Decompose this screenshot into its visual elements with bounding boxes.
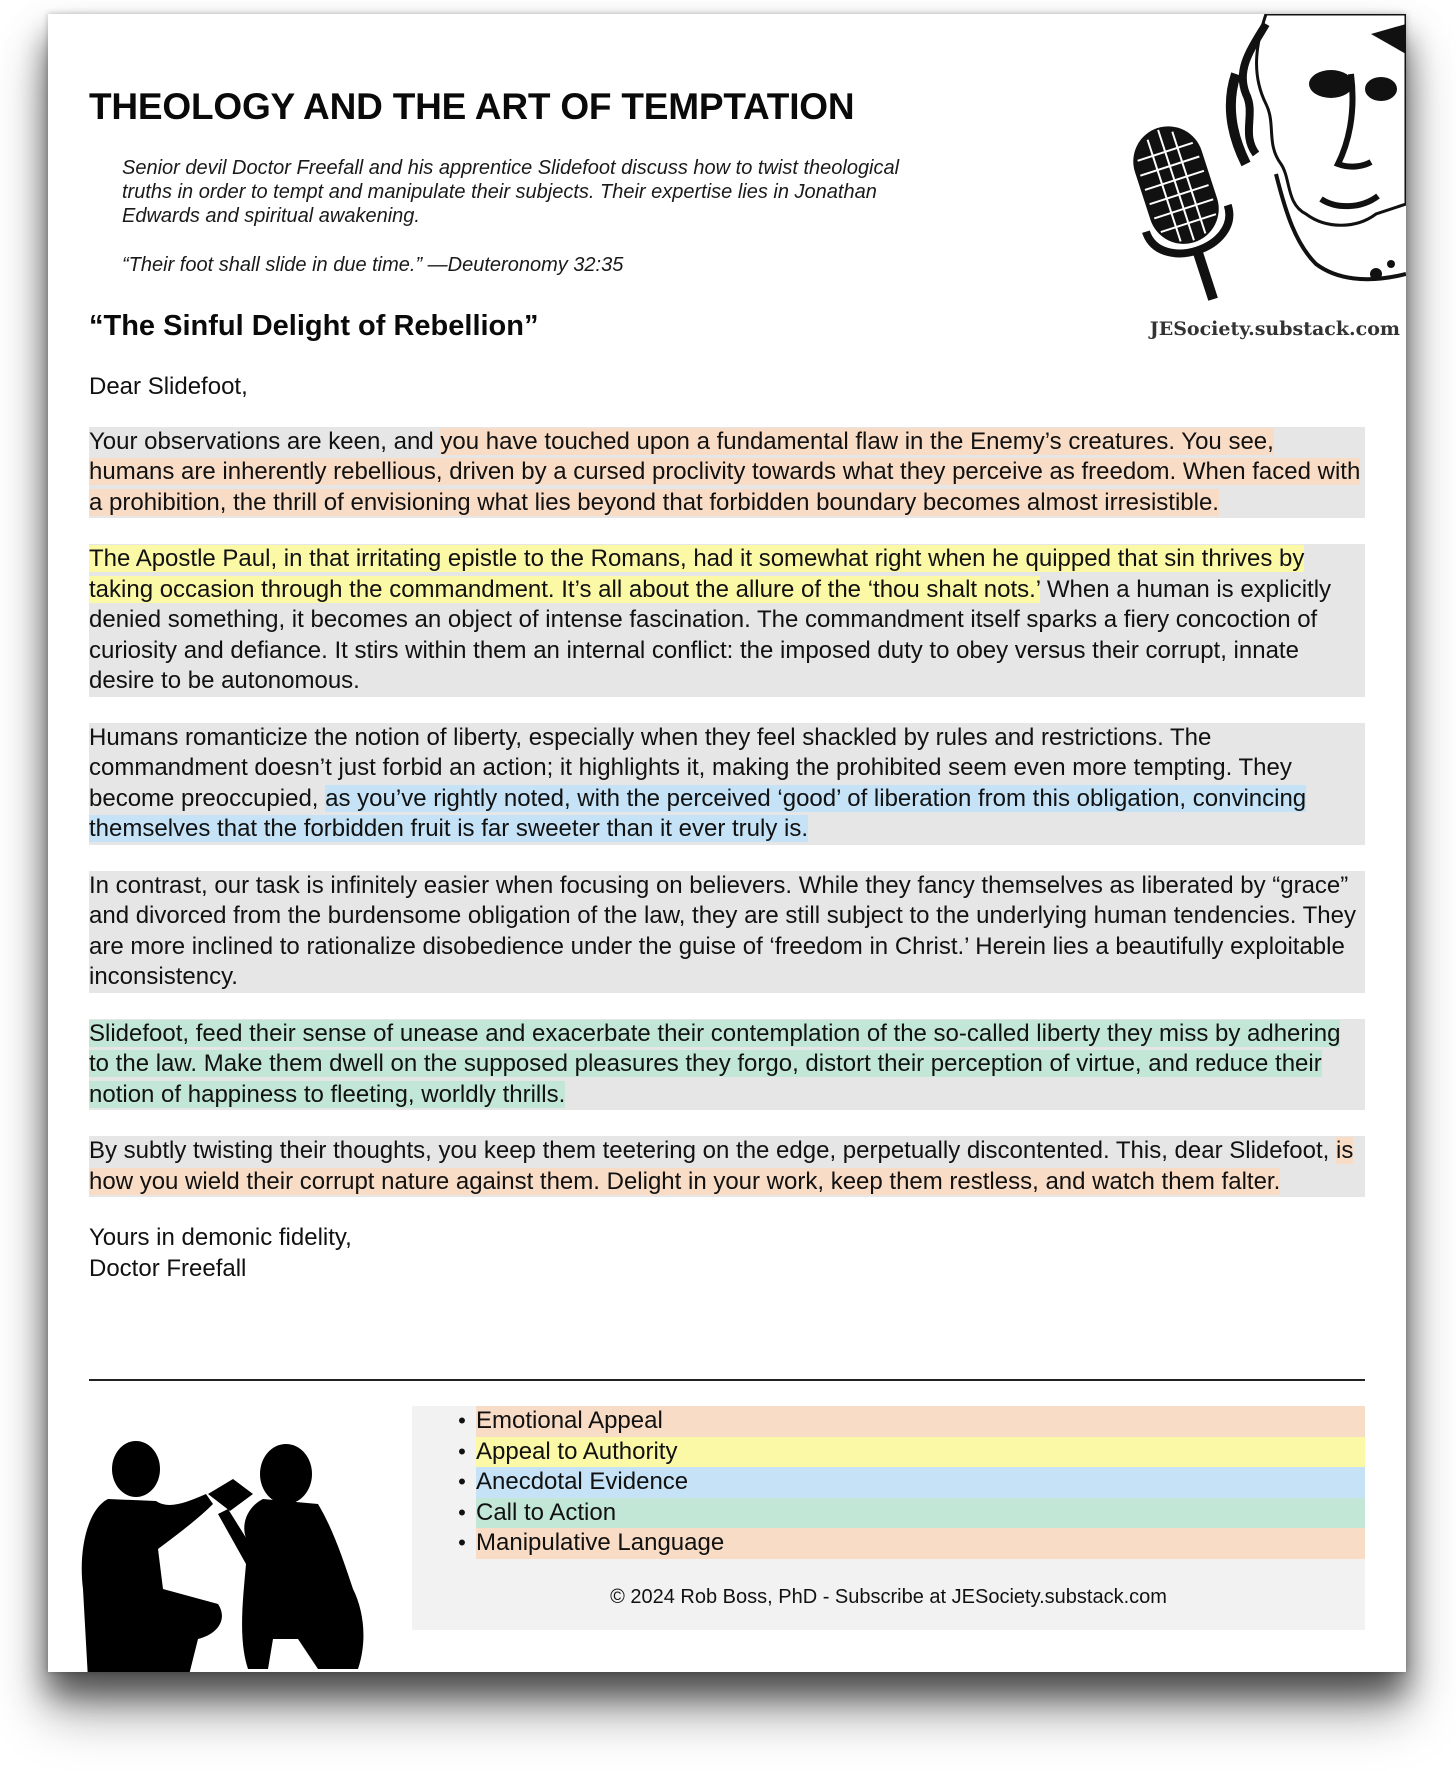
p3-anecdotal-evidence: as you’ve rightly noted, with the perceived ‘good’ of liberation from this obligation, convincing themselves that the forbidden fruit is far sweeter than it ever truly is.	[89, 784, 1307, 842]
paragraph-1	[89, 427, 1365, 519]
microphone-face-illustration-icon	[1116, 14, 1406, 334]
p5-call-to-action: Slidefoot, feed their sense of unease and exacerbate their contemplation of the so-called liberty they miss by adhering to the law. Make them dwell on the supposed pleasures they forgo, distort their perception of virtue, and reduce their notion of happiness to fleeting, worldly thrills.	[89, 1019, 1341, 1108]
legend-item	[412, 1437, 1365, 1468]
legend-label: Anecdotal Evidence	[476, 1467, 1365, 1498]
salutation: Dear Slidefoot,	[89, 373, 248, 400]
paragraph-4: In contrast, our task is infinitely easier when focusing on believers. While they fancy themselves as liberated by “grace” and divorced from the burdensome obligation of the law, they are still subject to the underlying human tendencies. They are more inclined to rationalize disobedience under the guise of ‘freedom in Christ.’ Herein lies a beautifully exploitable inconsistency.	[89, 871, 1365, 993]
signature: Doctor Freefall	[89, 1254, 247, 1282]
p2-plain: When a human is explicitly denied something, it becomes an object of intense fascination. The commandment itself sparks a fiery concoction of curiosity and defiance. It stirs within them an internal conflict: the imposed duty to obey versus their corrupt, innate desire to be autonomous.	[89, 575, 1332, 694]
legend-label: Emotional Appeal	[476, 1406, 1365, 1437]
legend-label: Appeal to Authority	[476, 1437, 1365, 1468]
brand-url: JESociety.substack.com	[1149, 318, 1400, 340]
bullet-icon: •	[458, 1499, 466, 1525]
legend-item	[412, 1498, 1365, 1529]
paragraph-3	[89, 723, 1365, 845]
paragraph-2	[89, 544, 1365, 697]
closing-line-1: Yours in demonic fidelity,	[89, 1224, 352, 1251]
p3-plain: Humans romanticize the notion of liberty, especially when they feel shackled by rules and restrictions. The commandment doesn’t just forbid an action; it highlights it, making the prohibited seem even more tempting. They become preoccupied,	[89, 723, 1292, 812]
p6-manipulative-language: is how you wield their corrupt nature against them. Delight in your work, keep them restless, and watch them falter.	[89, 1137, 1354, 1195]
scripture-quote: “Their foot shall slide in due time.” —Deuteronomy 32:35	[122, 254, 624, 276]
bullet-icon: •	[458, 1438, 466, 1464]
intro-text: Senior devil Doctor Freefall and his apprentice Slidefoot discuss how to twist theological truths in order to tempt and manipulate their subjects. Their expertise lies in Jonathan Edwards and spiritual awakening.	[122, 157, 900, 227]
paragraph-6	[89, 1136, 1365, 1197]
legend-item	[412, 1467, 1365, 1498]
divider	[89, 1379, 1365, 1381]
letter-title: “The Sinful Delight of Rebellion”	[89, 310, 539, 342]
p1-emotional-appeal: you have touched upon a fundamental flaw in the Enemy’s creatures. You see, humans are inherently rebellious, driven by a cursed proclivity towards what they perceive as freedom. When faced with a prohibition, the thrill of envisioning what lies beyond that forbidden boundary becomes almost irresistible.	[89, 427, 1361, 516]
page-title: THEOLOGY AND THE ART OF TEMPTATION	[89, 86, 855, 127]
legend-list	[412, 1406, 1365, 1559]
copyright-footer: © 2024 Rob Boss, PhD - Subscribe at JESociety.substack.com	[610, 1586, 1167, 1608]
letter-body	[89, 372, 1365, 1284]
p1-plain: Your observations are keen, and	[89, 427, 441, 455]
bullet-icon: •	[458, 1408, 466, 1433]
legend-label: Manipulative Language	[476, 1528, 1365, 1559]
two-figures-silhouette-icon	[68, 1439, 388, 1672]
p2-appeal-to-authority: The Apostle Paul, in that irritating epistle to the Romans, had it somewhat right when he quipped that sin thrives by taking occasion through the commandment. It’s all about the allure of the ‘thou shalt nots.’	[89, 545, 1305, 603]
p6-plain: By subtly twisting their thoughts, you keep them teetering on the edge, perpetually discontented. This, dear Slidefoot,	[89, 1137, 1336, 1164]
paragraph-5	[89, 1019, 1365, 1111]
legend-item	[412, 1406, 1365, 1437]
legend-item	[412, 1528, 1365, 1559]
bullet-icon: •	[458, 1469, 466, 1494]
article-page	[48, 14, 1406, 1672]
legend-panel	[412, 1406, 1365, 1630]
legend-label: Call to Action	[476, 1498, 1365, 1529]
bullet-icon: •	[458, 1530, 466, 1555]
